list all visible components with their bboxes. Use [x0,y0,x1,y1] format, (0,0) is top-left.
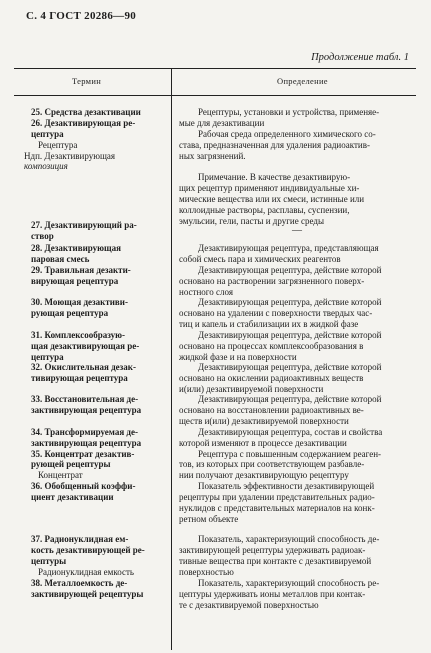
def-32-l3: и(или) дезактивируемой поверхности [179,384,324,394]
term-26-synonym: Рецептура [38,140,78,150]
term-37: 37. Радионуклидная ем- [31,534,129,544]
def-37-l3: тивные вещества при контакте с дезактивируемой [179,556,372,566]
term-38: 38. Металлоемкость де- [31,578,128,588]
term-35-synonym: Концентрат [38,470,83,480]
table-header-rule [14,95,416,96]
term-31-cont: щая дезактивирующая ре- [31,341,140,351]
def-38-l3: те с дезактивируемой поверхностью [179,600,319,610]
def-35-l1: Рецептура с повышенным содержанием реаген- [198,449,382,459]
term-28-cont: паровая смесь [31,254,90,264]
def-32-l1: Дезактивирующая рецептура, действие которой [198,362,382,372]
term-32: 32. Окислительная дезак- [31,362,136,372]
def-32-l2: основано на окислении радиоактивных веществ [179,373,364,383]
def-34-l1: Дезактивирующая рецептура, состав и свойства [198,427,383,437]
def-31-l3: жидкой фазе и на поверхности [179,352,297,362]
term-30: 30. Моющая дезактиви- [31,297,128,307]
def-30-l1: Дезактивирующая рецептура, действие которой [198,297,382,307]
def-37-l4: поверхностью [179,567,234,577]
def-38-l1: Показатель, характеризующий способность ре- [198,578,380,588]
term-33: 33. Восстановительная де- [31,394,139,404]
def-33-l1: Дезактивирующая рецептура, действие которой [198,394,382,404]
def-26-note-l4: коллоидные растворы, расплавы, суспензии, [179,205,350,215]
def-25-l1: Рецептуры, установки и устройства, применяе- [198,107,380,117]
term-31-cont2: цептура [31,352,64,362]
page-header: С. 4 ГОСТ 20286—90 [26,10,137,22]
column-divider [171,68,172,650]
def-27-dash: — [292,225,302,236]
def-33-l2: основано на восстановлении радиоактивных ве- [179,405,364,415]
def-29-l2: основано на растворении загрязненного поверх- [179,276,365,286]
def-31-l2: основано на процессах комплексообразования в [179,341,364,351]
term-26: 26. Дезактивирующая ре- [31,118,136,128]
term-31: 31. Комплексообразую- [31,330,126,340]
def-33-l3: ществ и(или) дезактивируемой поверхности [179,416,349,426]
term-35-cont: рующей рецептуры [31,459,111,469]
def-26-l2: става, предназначенная для удаления радиоактив- [179,140,370,150]
def-36-l2: рецептуры при удалении представительных радио- [179,492,375,502]
def-35-l3: нии получают дезактивирующую рецептуру [179,470,349,480]
table-top-rule [14,68,416,69]
def-28-l1: Дезактивирующая рецептура, представляющая [198,243,379,253]
term-28: 28. Дезактивирующая [31,243,121,253]
term-27-cont: створ [31,231,54,241]
def-37-l1: Показатель, характеризующий способность де- [198,534,380,544]
term-33-cont: зактивирующая рецептура [31,405,142,415]
term-34: 34. Трансформируемая де- [31,427,138,437]
def-28-l2: собой смесь пара и химических реагентов [179,254,341,264]
term-29-cont: вирующая рецептура [31,276,119,286]
term-37-cont: кость дезактивирующей ре- [31,545,145,555]
table-continuation-label: Продолжение табл. 1 [311,52,409,63]
def-30-l3: тиц и капель и стабилизации их в жидкой фазе [179,319,359,329]
def-36-l1: Показатель эффективности дезактивирующей [198,481,375,491]
def-36-l4: ретном объекте [179,514,239,524]
term-34-cont: зактивирующая рецептура [31,438,142,448]
term-25: 25. Средства дезактивации [31,107,141,117]
term-30-cont: рующая рецептура [31,308,109,318]
def-26-l1: Рабочая среда определенного химического со- [198,129,376,139]
def-30-l2: основано на удалении с поверхности твердых час- [179,308,373,318]
column-header-term: Термин [72,76,102,86]
term-38-cont: зактивирующей рецептуры [31,589,144,599]
def-35-l2: тов, из которых при соответствующем разбавле- [179,459,365,469]
term-26-deprecated-cont: композиция [24,161,68,171]
term-37-cont2: цептуры [31,556,67,566]
def-37-l2: зактивирующей рецептуры удерживать радиоак- [179,545,366,555]
term-37-synonym: Радионуклидная емкость [38,567,135,577]
def-26-note-l1: Примечание. В качестве дезактивирую- [198,172,351,182]
terms-table [14,68,416,650]
term-29: 29. Травильная дезакти- [31,265,131,275]
def-26-note-l2: щих рецептур применяют индивидуальные хи- [179,183,360,193]
term-27: 27. Дезактивирующий ра- [31,220,137,230]
term-35: 35. Концентрат дезактив- [31,449,135,459]
def-26-note-l3: мические вещества или их смеси, истинные или [179,194,365,204]
term-32-cont: тивирующая рецептура [31,373,128,383]
term-36-cont: циент дезактивации [31,492,114,502]
def-34-l2: которой изменяют в процессе дезактивации [179,438,347,448]
def-38-l2: цептуры удерживать ионы металлов при контак- [179,589,366,599]
def-29-l3: ностного слоя [179,287,233,297]
term-26-cont: цептура [31,129,64,139]
column-header-definition: Определение [277,76,328,86]
def-26-l3: ных загрязнений. [179,151,246,161]
def-26-note-l5: эмульсии, гели, пасты и другие среды [179,216,324,226]
term-26-deprecated: Ндп. Дезактивирующая [24,151,116,161]
def-36-l3: нуклидов с представительных материалов на конк- [179,503,375,513]
term-36: 36. Обобщенный коэффи- [31,481,136,491]
def-31-l1: Дезактивирующая рецептура, действие которой [198,330,382,340]
def-25-l2: мые для дезактивации [179,118,265,128]
def-29-l1: Дезактивирующая рецептура, действие которой [198,265,382,275]
